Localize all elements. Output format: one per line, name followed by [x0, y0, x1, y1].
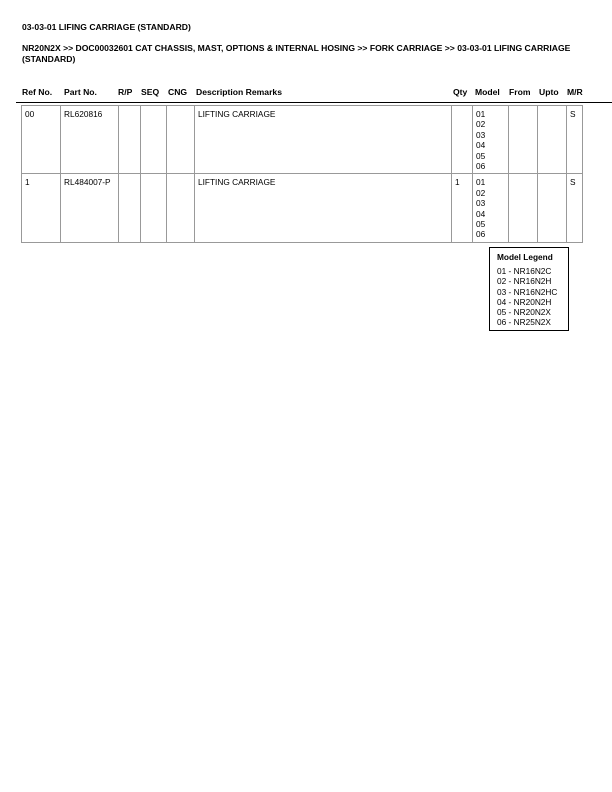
model-code: 01	[476, 109, 486, 119]
header-ref-no: Ref No.	[22, 87, 53, 97]
model-code: 06	[476, 229, 486, 240]
parts-table	[21, 105, 583, 243]
table-row	[22, 106, 583, 174]
table-row	[22, 174, 583, 242]
cell-ref-no: 1	[22, 174, 61, 242]
header-description: Description Remarks	[196, 87, 282, 97]
legend-item: 01 - NR16N2C	[497, 266, 552, 277]
header-rp: R/P	[118, 87, 133, 97]
model-legend-list	[497, 266, 561, 327]
cell-from	[509, 106, 538, 174]
model-legend-title: Model Legend	[497, 252, 553, 262]
model-code: 03	[476, 129, 486, 140]
header-from: From	[509, 87, 531, 97]
header-divider	[16, 102, 612, 103]
header-upto: Upto	[539, 87, 559, 97]
cell-seq	[141, 174, 167, 242]
model-code: 03	[476, 198, 486, 209]
legend-item: 04 - NR20N2H	[497, 296, 552, 307]
model-code: 02	[476, 119, 486, 130]
breadcrumb: NR20N2X >> DOC00032601 CAT CHASSIS, MAST, OPTIONS & INTERNAL HOSING >> FORK CARRIAGE >> 03-03-01 LIFING CARRIAGE (STANDARD)	[22, 43, 571, 64]
header-seq: SEQ	[141, 87, 160, 97]
model-legend	[489, 247, 569, 331]
model-code: 04	[476, 208, 486, 219]
header-mr: M/R	[567, 87, 583, 97]
header-part-no: Part No.	[64, 87, 97, 97]
cell-rp	[119, 106, 141, 174]
cell-models	[473, 174, 509, 242]
model-code: 05	[476, 219, 486, 230]
cell-description: LIFTING CARRIAGE	[195, 174, 452, 242]
cell-upto	[538, 106, 567, 174]
table-header	[0, 87, 612, 103]
model-code: 01	[476, 177, 486, 188]
cell-models	[473, 106, 509, 174]
cell-rp	[119, 174, 141, 242]
model-code: 04	[476, 140, 486, 151]
cell-cng	[167, 174, 195, 242]
cell-cng	[167, 106, 195, 174]
legend-item: 03 - NR16N2HC	[497, 286, 558, 297]
cell-seq	[141, 106, 167, 174]
cell-part-no: RL620816	[61, 106, 119, 174]
legend-item: 05 - NR20N2X	[497, 307, 551, 318]
cell-mr: S	[567, 106, 583, 174]
cell-part-no: RL484007-P	[61, 174, 119, 242]
legend-item: 02 - NR16N2H	[497, 276, 552, 287]
cell-description: LIFTING CARRIAGE	[195, 106, 452, 174]
header-model: Model	[475, 87, 500, 97]
cell-ref-no: 00	[22, 106, 61, 174]
page-title: 03-03-01 LIFING CARRIAGE (STANDARD)	[22, 22, 191, 32]
cell-mr: S	[567, 174, 583, 242]
header-qty: Qty	[453, 87, 468, 97]
model-code: 06	[476, 161, 486, 172]
cell-qty: 1	[452, 174, 473, 242]
cell-upto	[538, 174, 567, 242]
model-code: 05	[476, 150, 486, 161]
header-cng: CNG	[168, 87, 188, 97]
legend-item: 06 - NR25N2X	[497, 317, 551, 328]
cell-from	[509, 174, 538, 242]
model-code: 02	[476, 187, 486, 198]
cell-qty	[452, 106, 473, 174]
